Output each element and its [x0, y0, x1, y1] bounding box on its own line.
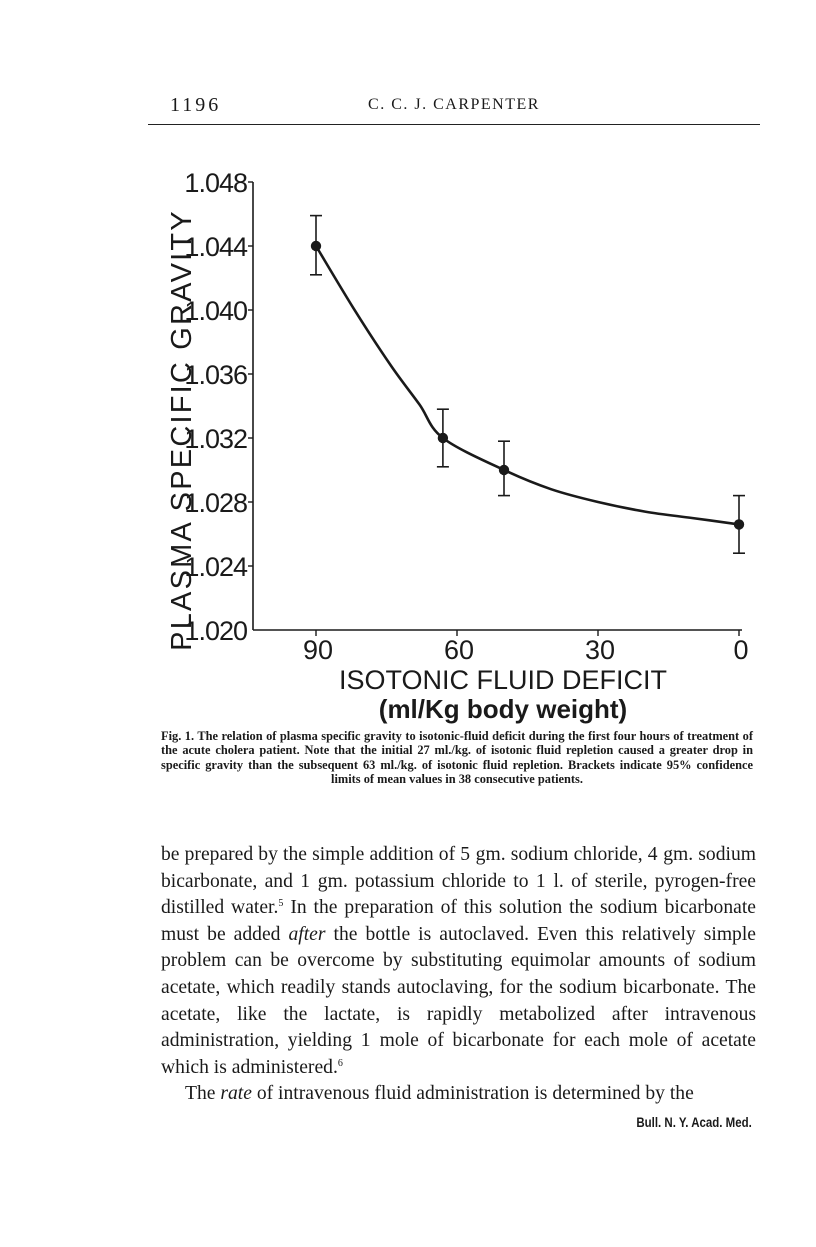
p1-text-h: mole of bicarbonate for each mole of acetate which is administered.	[161, 1030, 756, 1078]
data-point-group	[498, 441, 510, 495]
p1-num-5: 1	[360, 1030, 371, 1052]
p2-text-b: of intravenous fluid administration is determined by the	[251, 1083, 694, 1105]
reference-5: 5	[278, 898, 284, 910]
x-tick-label: 90	[302, 635, 334, 665]
data-points-layer	[310, 216, 745, 554]
data-point-marker	[438, 433, 448, 443]
p1-text-b: gm. sodium chloride,	[470, 844, 648, 865]
reference-6: 6	[337, 1057, 343, 1069]
x-axis-ticks	[303, 630, 749, 665]
x-tick-label: 30	[584, 635, 616, 665]
y-tick-label: 1.040	[184, 296, 247, 326]
data-point-marker	[734, 519, 744, 529]
p1-text-c: gm. sodium bicarbonate, and	[161, 844, 756, 892]
data-point-group	[733, 496, 745, 554]
y-tick-label: 1.048	[184, 168, 247, 198]
figure-caption	[161, 729, 753, 787]
y-tick-label: 1.020	[184, 616, 247, 646]
p2-text-a: The	[185, 1083, 221, 1105]
p1-num-2: 4	[647, 844, 659, 865]
p1-text-a: be prepared by the simple addition of	[161, 844, 461, 865]
data-point-group	[437, 409, 449, 467]
page-number: 1196	[170, 94, 222, 116]
caption-text: The relation of plasma specific gravity to isotonic-fluid deficit during the first four hours of treatment of the acute cholera patient. Note that the initial 27 ml./kg. of isotonic fluid repletion caused a greater drop in specific gravity than the subsequent 63 ml./kg. of isotonic fluid repletion. Brackets indicate 95% confidence limits of mean values in 38 consecutive patients.	[161, 729, 754, 787]
p1-text-f: In the preparation of this solution the sodium bicarbonate must be added	[161, 897, 756, 945]
y-axis-label: PLASMA SPECIFIC GRAVITY	[166, 209, 198, 651]
p1-text-e: l. of sterile, pyrogen-free distilled water.	[161, 870, 756, 919]
p1-num-1: 5	[460, 844, 471, 865]
p1-num-3: 1	[300, 870, 311, 892]
p1-text-g: the bottle is autoclaved. Even this relatively simple problem can be overcome by substituting equimolar amounts of sodium acetate, which readily stands autoclaving, for the sodium bicarbonate. The acetate, like the lactate, is rapidly metabolized after intravenous administration, yielding	[161, 923, 756, 1052]
paragraph-1	[161, 842, 756, 1081]
y-tick-label: 1.032	[184, 424, 247, 454]
x-tick-label: 0	[733, 635, 749, 665]
data-point-group	[310, 216, 322, 275]
fitted-curve-layer	[316, 246, 739, 524]
x-axis-label-line2: (ml/Kg body weight)	[378, 694, 628, 724]
fitted-curve	[316, 246, 739, 524]
data-point-marker	[311, 241, 321, 251]
x-axis-label-line1: ISOTONIC FLUID DEFICIT	[338, 665, 668, 695]
y-tick-label: 1.024	[184, 552, 247, 582]
body-text	[161, 842, 756, 1108]
p1-text-d: gm. potassium chloride to	[310, 870, 536, 892]
caption-label: Fig. 1.	[161, 729, 195, 743]
p1-num-4: 1	[535, 870, 547, 892]
p2-italic-rate: rate	[220, 1083, 252, 1105]
y-tick-label: 1.036	[184, 360, 247, 390]
p1-italic-after: after	[288, 923, 326, 945]
x-tick-label: 60	[443, 635, 475, 665]
running-head: C. C. J. CARPENTER	[368, 96, 540, 113]
y-tick-label: 1.044	[184, 232, 247, 262]
paragraph-2	[161, 1081, 756, 1108]
journal-footer: Bull. N. Y. Acad. Med.	[636, 1114, 752, 1130]
chart-axes	[253, 182, 742, 630]
y-tick-label: 1.028	[184, 488, 247, 518]
data-point-marker	[499, 465, 509, 475]
